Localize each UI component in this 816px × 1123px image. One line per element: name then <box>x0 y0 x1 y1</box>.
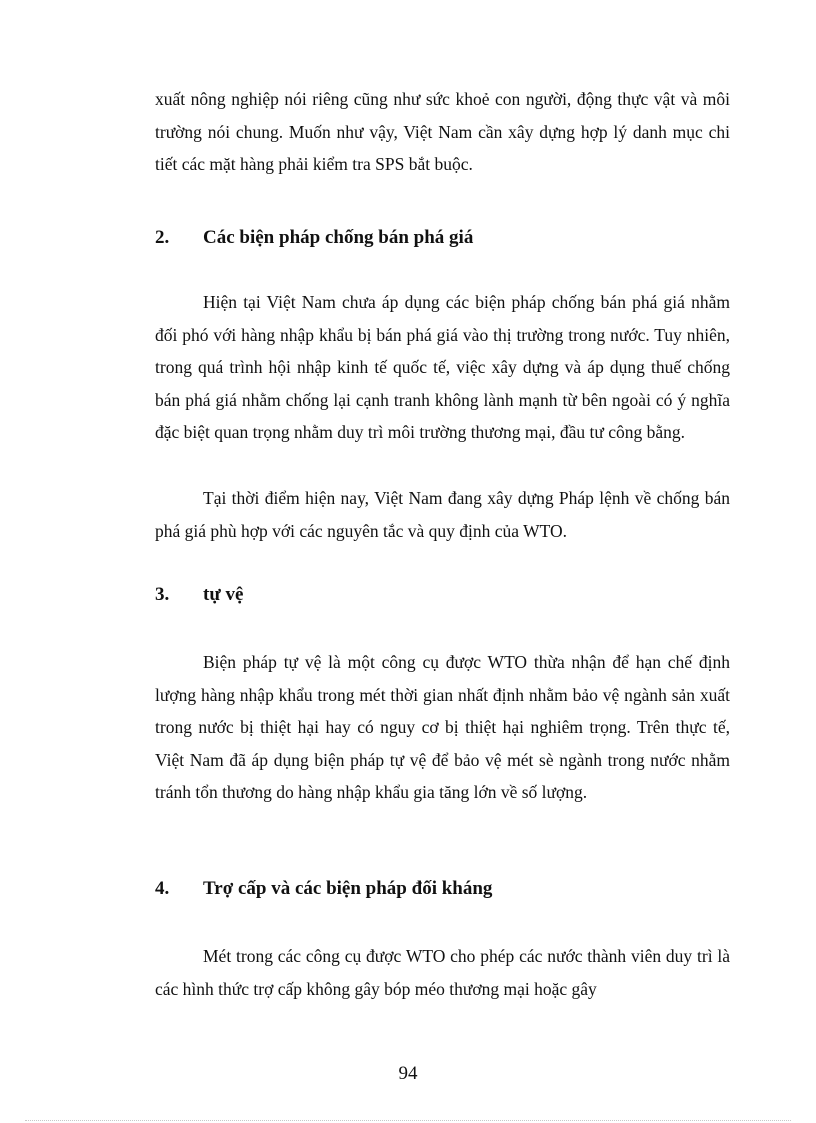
section-heading-4 <box>155 875 730 903</box>
section-heading-2 <box>155 224 730 252</box>
section-number: 4. <box>155 878 170 899</box>
footer-divider <box>25 1120 791 1121</box>
paragraph-subsidies: Mét trong các công cụ được WTO cho phép các nước thành viên duy trì là các hình thức trợ cấp không gây bóp méo thương mại hoặc gây <box>155 946 730 999</box>
section-title: tự vệ <box>203 584 244 605</box>
section-title: Các biện pháp chống bán phá giá <box>203 227 474 248</box>
section-title: Trợ cấp và các biện pháp đối kháng <box>203 878 493 899</box>
paragraph-anti-dumping-ordinance: Tại thời điểm hiện nay, Việt Nam đang xây dựng Pháp lệnh về chống bán phá giá phù hợp với các nguyên tắc và quy định của WTO. <box>155 488 730 541</box>
section-number: 2. <box>155 227 170 248</box>
paragraph-safeguard: Biện pháp tự vệ là một công cụ được WTO thừa nhận để hạn chế định lượng hàng nhập khẩu trong mét thời gian nhất định nhằm bảo vệ ngành sản xuất trong nước bị thiệt hại hay có nguy cơ bị thiệt hại nghiêm trọng. Trên thực tế, Việt Nam đã áp dụng biện pháp tự vệ để bảo vệ mét sè ngành trong nước nhằm tránh tổn thương do hàng nhập khẩu gia tăng lớn về số lượng. <box>155 652 730 803</box>
section-heading-3 <box>155 581 730 609</box>
page-number: 94 <box>398 1063 418 1084</box>
paragraph-anti-dumping: Hiện tại Việt Nam chưa áp dụng các biện pháp chống bán phá giá nhằm đối phó với hàng nhập khẩu bị bán phá giá vào thị trường trong nước. Tuy nhiên, trong quá trình hội nhập kinh tế quốc tế, việc xây dựng và áp dụng thuế chống bán phá giá nhằm chống lại cạnh tranh không lành mạnh từ bên ngoài có ý nghĩa đặc biệt quan trọng nhằm duy trì môi trường thương mại, đầu tư công bằng. <box>155 292 730 443</box>
section-number: 3. <box>155 584 170 605</box>
paragraph-sps-continuation: xuất nông nghiệp nói riêng cũng như sức khoẻ con người, động thực vật và môi trường nói chung. Muốn như vậy, Việt Nam cần xây dựng hợp lý danh mục chi tiết các mặt hàng phải kiểm tra SPS bắt buộc. <box>155 89 730 175</box>
